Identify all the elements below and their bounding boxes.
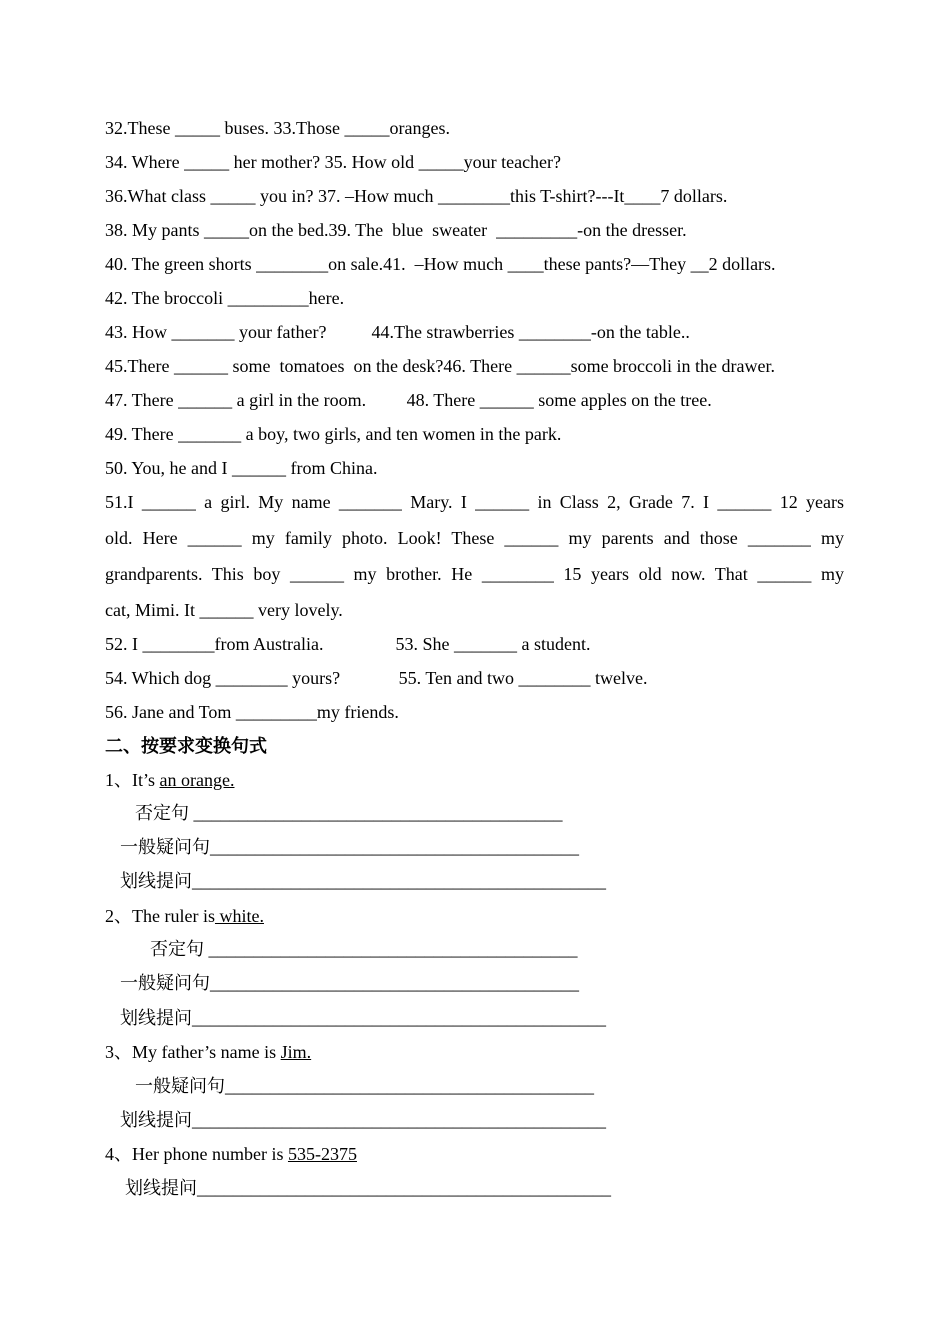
question-2 [105,905,264,927]
question-2-underlined: white. [214,906,264,926]
question-1 [105,769,234,791]
question-4-prefix: 4、Her phone number is [105,1144,288,1164]
exercise-40-41: 40. The green shorts ________on sale.41. –How much ____these pants?—They __2 dollars. [105,254,776,274]
exercise-32-33: 32.These _____ buses. 33.Those _____oranges. [105,118,450,138]
passage-line-4: cat, Mimi. It ______ very lovely. [105,600,343,620]
passage-line-3: grandparents. This boy ______ my brother. He ________ 15 years old now. That ______ my [105,564,844,584]
section-2-title: 二、按要求变换句式 [105,736,267,756]
question-2-prefix: 2、The ruler is [105,906,215,926]
exercise-34-35: 34. Where _____ her mother? 35. How old _____your teacher? [105,152,562,172]
question-4-underlined: 535-2375 [287,1144,357,1164]
question-1-prefix: 1、It’s [105,770,160,790]
q1-general-question-line: 一般疑问句_________________________________________ [120,837,579,857]
q3-general-question-line: 一般疑问句_________________________________________ [135,1076,594,1096]
q1-wh-question-line: 划线提问______________________________________________ [120,871,606,891]
exercise-54-55: 54. Which dog ________ yours? 55. Ten and two ________ twelve. [105,668,648,688]
question-4 [105,1143,357,1165]
q3-wh-question-line: 划线提问______________________________________________ [120,1110,606,1130]
exercise-47-48: 47. There ______ a girl in the room. 48. There ______ some apples on the tree. [105,390,712,410]
question-3 [105,1041,311,1063]
exercise-36-37: 36.What class _____ you in? 37. –How much ________this T-shirt?---It____7 dollars. [105,186,728,206]
exercise-38-39: 38. My pants _____on the bed.39. The blue sweater _________-on the dresser. [105,220,687,240]
exercise-49: 49. There _______ a boy, two girls, and ten women in the park. [105,424,562,444]
question-3-underlined: Jim. [280,1042,312,1062]
q4-wh-question-line: 划线提问______________________________________________ [125,1178,611,1198]
q1-negative-line: 否定句 _________________________________________ [135,803,563,823]
question-1-underlined: an orange. [159,770,235,790]
passage-line-2: old. Here ______ my family photo. Look! These ______ my parents and those _______ my [105,528,844,548]
exercise-42: 42. The broccoli _________here. [105,288,345,308]
exercise-50: 50. You, he and I ______ from China. [105,458,378,478]
exercise-52-53: 52. I ________from Australia. 53. She _______ a student. [105,634,591,654]
passage-line-1: 51.I ______ a girl. My name _______ Mary. I ______ in Class 2, Grade 7. I ______ 12 years [105,492,844,512]
exercise-56: 56. Jane and Tom _________my friends. [105,702,399,722]
q2-general-question-line: 一般疑问句_________________________________________ [120,973,579,993]
q2-negative-line: 否定句 _________________________________________ [150,939,578,959]
question-3-prefix: 3、My father’s name is [105,1042,281,1062]
exercise-43-44: 43. How _______ your father? 44.The strawberries ________-on the table.. [105,322,690,342]
q2-wh-question-line: 划线提问______________________________________________ [120,1008,606,1028]
exercise-45-46: 45.There ______ some tomatoes on the desk?46. There ______some broccoli in the drawer. [105,356,775,376]
